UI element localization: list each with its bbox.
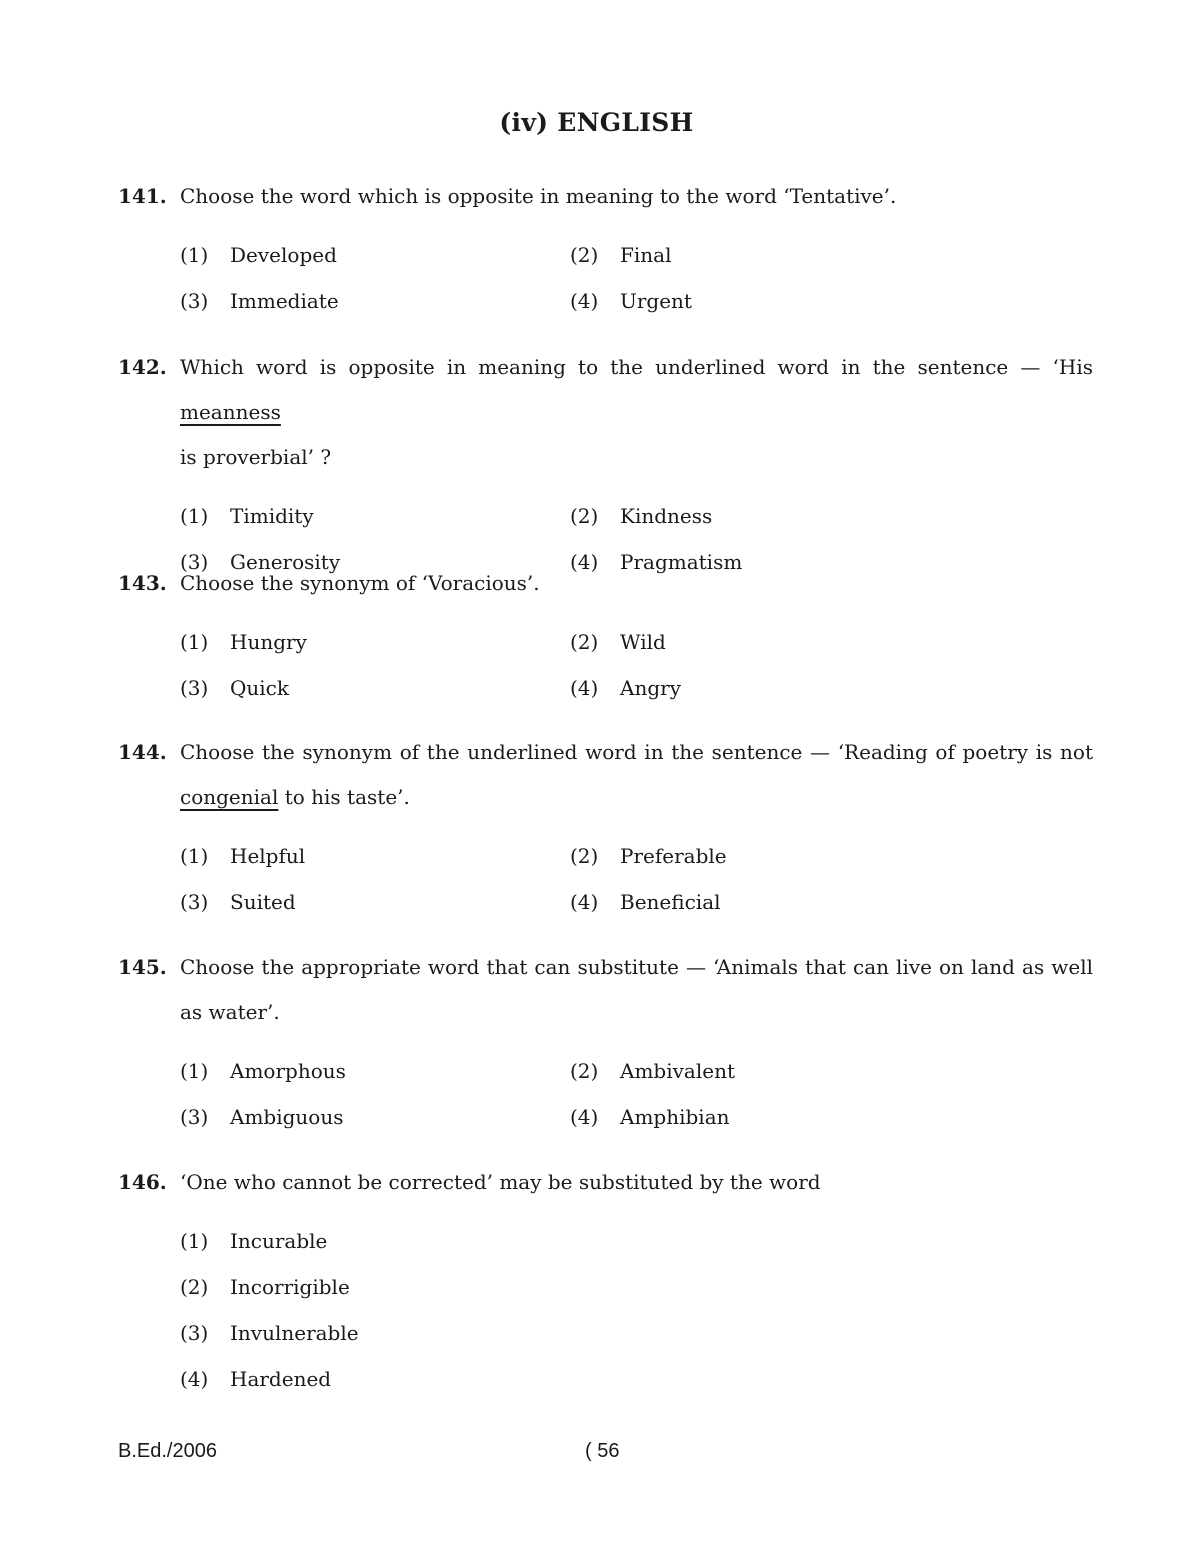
section-title: (iv) ENGLISH [499,108,694,137]
question-text: Choose the synonym of ‘Voracious’. [180,571,540,595]
option-text: Amorphous [230,1059,346,1083]
question-text: Choose the word which is opposite in meaning to the word ‘Tentative’. [180,184,897,208]
option-text: Pragmatism [620,550,743,574]
option-3[interactable] [180,880,570,924]
question-number: 145. [118,955,167,979]
option-number: (4) [570,550,599,574]
option-text: Wild [620,630,666,654]
option-text: Incorrigible [230,1275,350,1299]
question-145 [118,945,1093,1139]
option-2[interactable] [570,233,960,277]
option-3[interactable] [180,666,570,710]
option-number: (3) [180,289,209,313]
option-text: Helpful [230,844,306,868]
option-number: (1) [180,1059,209,1083]
question-text: ‘One who cannot be corrected’ may be substituted by the word [180,1170,821,1194]
option-1[interactable] [180,1219,570,1263]
option-text: Ambiguous [230,1105,344,1129]
option-text: Ambivalent [620,1059,735,1083]
option-1[interactable] [180,233,570,277]
option-number: (1) [180,243,209,267]
question-text-continuation: as water’. [180,1000,280,1024]
options-grid [180,620,1093,710]
option-1[interactable] [180,1049,570,1093]
option-1[interactable] [180,620,570,664]
option-number: (1) [180,630,209,654]
option-number: (3) [180,1321,209,1345]
option-text: Urgent [620,289,692,313]
underlined-word: congenial [180,785,279,809]
footer-page-number: ( 56 [585,1440,620,1462]
option-number: (3) [180,550,209,574]
option-number: (3) [180,676,209,700]
underlined-word: meanness [180,400,281,424]
question-text-part: Which word is opposite in meaning to the underlined word in the sentence — ‘His [180,355,1093,379]
option-number: (4) [570,289,599,313]
options-list [180,1219,1093,1401]
option-text: Kindness [620,504,713,528]
option-1[interactable] [180,494,570,538]
option-2[interactable] [570,494,960,538]
question-number: 146. [118,1170,167,1194]
option-3[interactable] [180,1095,570,1139]
option-1[interactable] [180,834,570,878]
question-text [180,345,1093,435]
question-number: 143. [118,571,167,595]
option-text: Quick [230,676,289,700]
option-number: (2) [570,243,599,267]
option-4[interactable] [570,666,960,710]
option-text: Preferable [620,844,727,868]
option-number: (2) [180,1275,209,1299]
option-number: (2) [570,630,599,654]
option-number: (4) [180,1367,209,1391]
question-143 [118,561,1093,710]
question-number: 142. [118,355,167,379]
option-4[interactable] [570,1095,960,1139]
question-text-continuation: is proverbial’ ? [180,445,332,469]
question-text-part: to his taste’. [278,785,410,809]
option-number: (3) [180,890,209,914]
question-142 [118,345,1093,584]
question-141 [118,174,1093,323]
option-text: Incurable [230,1229,328,1253]
option-number: (4) [570,890,599,914]
option-4[interactable] [570,880,960,924]
question-144 [118,730,1093,924]
option-number: (2) [570,1059,599,1083]
option-3[interactable] [180,1311,570,1355]
option-text: Final [620,243,672,267]
option-text: Amphibian [620,1105,730,1129]
option-4[interactable] [570,279,960,323]
option-text: Immediate [230,289,339,313]
option-text: Hungry [230,630,307,654]
option-number: (3) [180,1105,209,1129]
question-number: 141. [118,184,167,208]
option-number: (4) [570,1105,599,1129]
options-grid [180,1049,1093,1139]
option-3[interactable] [180,279,570,323]
option-text: Developed [230,243,337,267]
option-2[interactable] [570,1049,960,1093]
option-text: Timidity [230,504,314,528]
option-number: (2) [570,844,599,868]
question-text: Choose the appropriate word that can substitute — ‘Animals that can live on land as well [180,955,1093,979]
options-grid [180,233,1093,323]
option-text: Beneficial [620,890,721,914]
option-2[interactable] [570,620,960,664]
option-text: Hardened [230,1367,332,1391]
option-number: (1) [180,1229,209,1253]
question-text: Choose the synonym of the underlined word in the sentence — ‘Reading of poetry is not [180,740,1093,764]
options-grid [180,834,1093,924]
question-number: 144. [118,740,167,764]
question-text-continuation [180,775,1093,820]
footer-exam-code: B.Ed./2006 [118,1440,217,1462]
option-number: (4) [570,676,599,700]
option-4[interactable] [180,1357,570,1401]
option-number: (1) [180,844,209,868]
option-2[interactable] [180,1265,570,1309]
option-2[interactable] [570,834,960,878]
option-text: Angry [620,676,681,700]
question-146 [118,1160,1093,1401]
option-text: Generosity [230,550,341,574]
option-number: (2) [570,504,599,528]
option-text: Suited [230,890,296,914]
option-text: Invulnerable [230,1321,359,1345]
option-number: (1) [180,504,209,528]
